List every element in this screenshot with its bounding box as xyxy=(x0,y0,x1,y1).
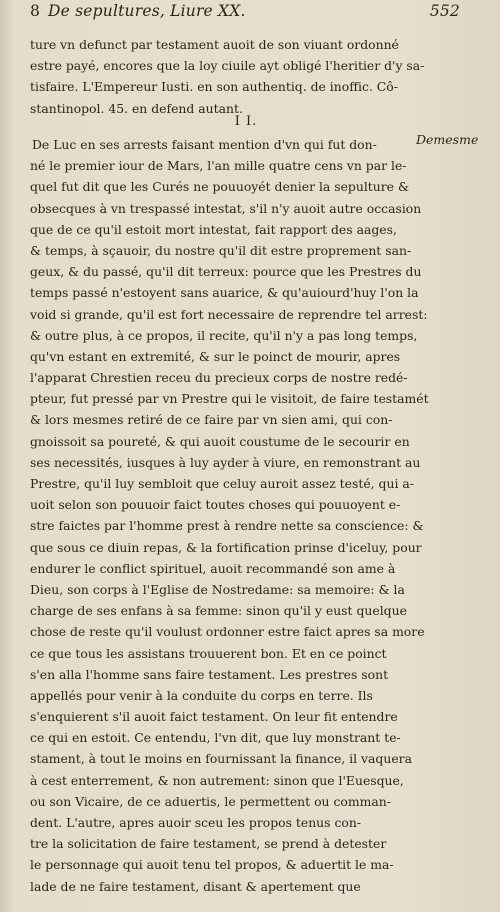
folio-number: 552 xyxy=(429,2,460,20)
text-line: stantinopol. 45. en defend autant. xyxy=(30,100,243,116)
marginal-note: Demesme xyxy=(416,132,479,147)
text-line: ture vn defunct par testament auoit de son viuant ordonné xyxy=(30,37,399,52)
text-line: geux, & du passé, qu'il dit terreux: pource que les Prestres du xyxy=(30,264,422,280)
main-paragraph xyxy=(30,134,462,897)
text-line: quel fut dit que les Curés ne pouuoyét denier la sepulture & xyxy=(30,179,409,195)
running-header xyxy=(30,2,460,26)
text-line: charge de ses enfans à sa femme: sinon qu'il y eust quelque xyxy=(30,603,407,619)
text-line: le personnage qui auoit tenu tel propos, & aduertit le ma- xyxy=(30,857,394,873)
text-line: appellés pour venir à la conduite du corps en terre. Ils xyxy=(30,687,373,703)
text-line: pteur, fut pressé par vn Prestre qui le visitoit, de faire testamét xyxy=(30,391,429,407)
text-line: dent. L'autre, apres auoir sceu les propos tenus con- xyxy=(30,815,362,830)
text-line: void si grande, qu'il est fort necessaire de reprendre tel arrest: xyxy=(30,306,428,322)
text-line: ce qui en estoit. Ce entendu, l'vn dit, que luy monstrant te- xyxy=(30,730,401,746)
text-line: & lors mesmes retiré de ce faire par vn sien ami, qui con- xyxy=(30,412,393,428)
text-line: stre faictes par l'homme prest à rendre nette sa conscience: & xyxy=(30,518,424,534)
text-line: De Luc en ses arrests faisant mention d'vn qui fut don- xyxy=(32,137,377,152)
section-number: I I. xyxy=(234,114,258,129)
text-line: tisfaire. L'Empereur Iusti. en son authentiq. de inoffic. Cô- xyxy=(30,79,398,95)
text-line: s'enquierent s'il auoit faict testament. On leur fit entendre xyxy=(30,709,398,725)
text-line: né le premier iour de Mars, l'an mille quatre cens vn par le- xyxy=(30,158,407,174)
text-line: ses necessités, iusques à luy ayder à viure, en remonstrant au xyxy=(30,454,421,470)
text-line: tre la solicitation de faire testament, se prend à detester xyxy=(30,836,387,852)
text-line: stament, à tout le moins en fournissant la finance, il vaquera xyxy=(30,751,412,767)
running-title: De sepultures, Liure XX. xyxy=(48,2,246,20)
text-line: s'en alla l'homme sans faire testament. Les prestres sont xyxy=(30,666,389,682)
text-line: gnoissoit sa poureté, & qui auoit coustume de le secourir en xyxy=(30,433,410,449)
text-line: chose de reste qu'il voulust ordonner estre faict apres sa more xyxy=(30,624,425,640)
text-line: ce que tous les assistans trouuerent bon. Et en ce poinct xyxy=(30,645,387,661)
text-line: à cest enterrement, & non autrement: sinon que l'Euesque, xyxy=(30,772,404,788)
text-line: endurer le conflict spirituel, auoit recommandé son ame à xyxy=(30,560,396,576)
text-line: obsecques à vn trespassé intestat, s'il n'y auoit autre occasion xyxy=(30,200,422,216)
text-line: que sous ce diuin repas, & la fortification prinse d'iceluy, pour xyxy=(30,539,422,555)
text-line: lade de ne faire testament, disant & apertement que xyxy=(30,878,361,894)
page-number: 8 xyxy=(30,2,41,20)
text-line: qu'vn estant en extremité, & sur le poinct de mourir, apres xyxy=(30,348,401,364)
text-line: & temps, à sçauoir, du nostre qu'il dit estre proprement san- xyxy=(30,242,412,258)
text-line: estre payé, encores que la loy ciuile ayt obligé l'heritier d'y sa- xyxy=(30,58,425,74)
text-line: ou son Vicaire, de ce aduertis, le permettent ou comman- xyxy=(30,793,391,809)
text-line: temps passé n'estoyent sans auarice, & qu'auiourd'huy l'on la xyxy=(30,285,419,301)
text-line: & outre plus, à ce propos, il recite, qu'il n'y a pas long temps, xyxy=(30,327,418,343)
text-line: Prestre, qu'il luy sembloit que celuy auroit assez testé, qui a- xyxy=(30,476,414,491)
text-line: uoit selon son pouuoir faict toutes choses qui pouuoyent e- xyxy=(30,497,401,513)
top-paragraph xyxy=(30,34,462,119)
text-line: que de ce qu'il estoit mort intestat, fait rapport des aages, xyxy=(30,221,397,237)
text-line: Dieu, son corps à l'Eglise de Nostredame: sa memoire: & la xyxy=(30,581,405,597)
text-line: l'apparat Chrestien receu du precieux corps de nostre redé- xyxy=(30,370,408,386)
